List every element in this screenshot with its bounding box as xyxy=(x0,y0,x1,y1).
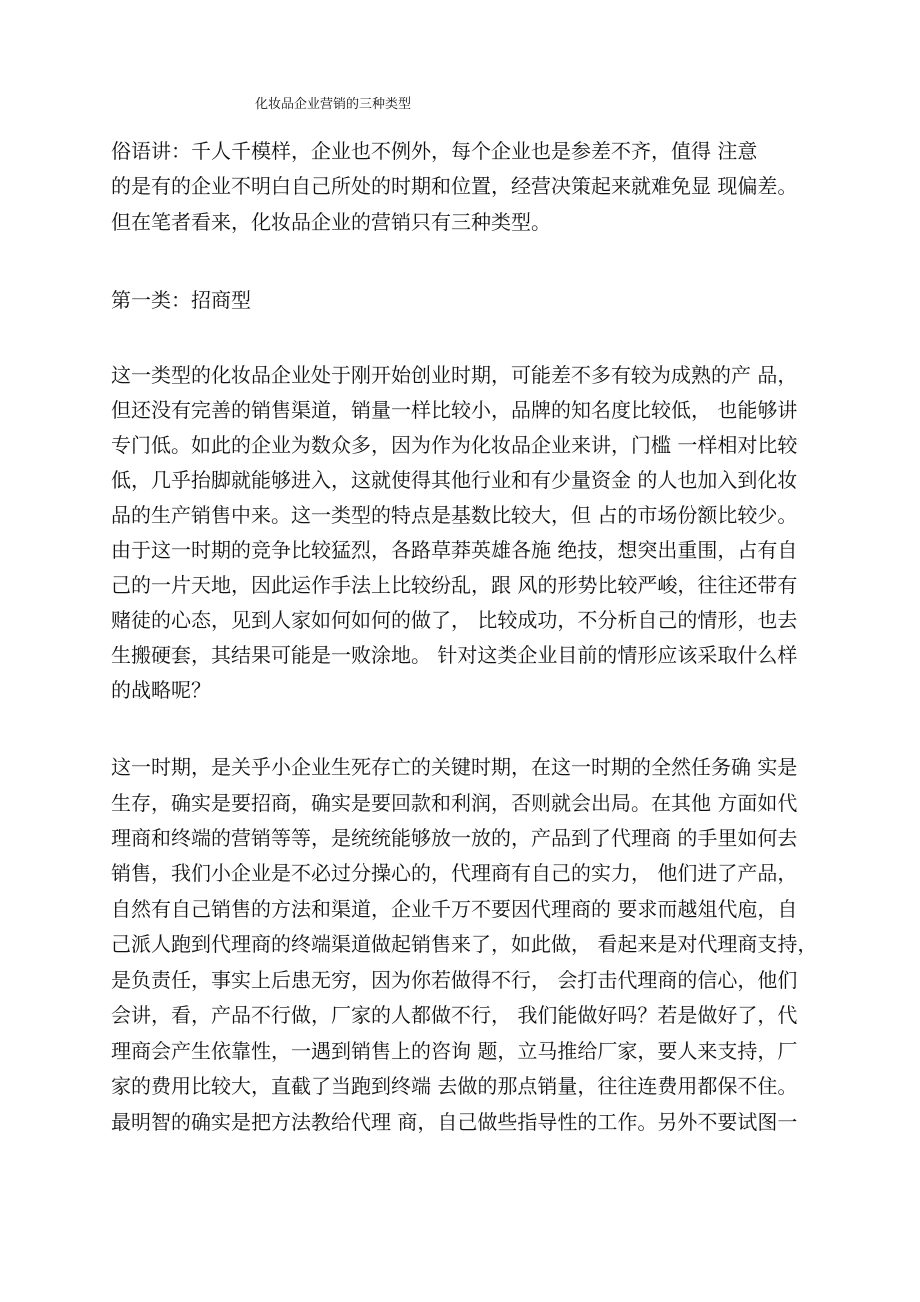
paragraph-line: 自然有自己销售的方法和渠道，企业千万不要因代理商的 要求而越俎代庖，自 xyxy=(111,897,798,921)
paragraph-line: 理商会产生依靠性，一遇到销售上的咨询 题，立马推给厂家，要人来支持，厂 xyxy=(111,1039,798,1063)
paragraph-line: 这一类型的化妆品企业处于刚开始创业时期，可能差不多有较为成熟的产 品， xyxy=(111,363,798,387)
paragraph-line: 生搬硬套，其结果可能是一败涂地。 针对这类企业目前的情形应该采取什么样 xyxy=(111,643,798,667)
paragraph-line: 这一时期，是关乎小企业生死存亡的关键时期，在这一时期的全然任务确 实是 xyxy=(111,755,798,779)
intro-line: 俗语讲：千人千模样，企业也不例外，每个企业也是参差不齐，值得 注意 xyxy=(111,139,758,163)
paragraph-line: 理商和终端的营销等等，是统统能够放一放的，产品到了代理商 的手里如何去 xyxy=(111,826,798,850)
paragraph-line: 是负责任，事实上后患无穷，因为你若做得不行， 会打击代理商的信心，他们 xyxy=(111,968,798,992)
paragraph-line: 低，几乎抬脚就能够进入，这就使得其他行业和有少量资金 的人也加入到化妆 xyxy=(111,468,798,492)
paragraph-line: 专门低。如此的企业为数众多，因为作为化妆品企业来讲，门槛 一样相对比较 xyxy=(111,433,798,457)
paragraph-line: 销售，我们小企业是不必过分操心的，代理商有自己的实力， 他们进了产品， xyxy=(111,861,798,885)
paragraph-line: 己派人跑到代理商的终端渠道做起销售来了，如此做， 看起来是对代理商支持， xyxy=(111,932,818,956)
paragraph-line: 品的生产销售中来。这一类型的特点是基数比较大，但 占的市场份额比较少。 xyxy=(111,503,798,527)
paragraph-line: 最明智的确实是把方法教给代理 商，自己做些指导性的工作。另外不要试图一 xyxy=(111,1110,798,1134)
paragraph-line: 但还没有完善的销售渠道，销量一样比较小，品牌的知名度比较低， 也能够讲 xyxy=(111,398,798,422)
intro-line: 但在笔者看来，化妆品企业的营销只有三种类型。 xyxy=(111,210,551,234)
paragraph-line: 家的费用比较大，直截了当跑到终端 去做的那点销量，往往连费用都保不住。 xyxy=(111,1074,798,1098)
paragraph-line: 生存，确实是要招商，确实是要回款和利润，否则就会出局。在其他 方面如代 xyxy=(111,791,798,815)
paragraph-line: 的战略呢？ xyxy=(111,678,211,702)
paragraph-line: 由于这一时期的竞争比较猛烈，各路草莽英雄各施 绝技，想突出重围，占有自 xyxy=(111,538,798,562)
intro-line: 的是有的企业不明白自己所处的时期和位置，经营决策起来就难免显 现偏差。 xyxy=(111,174,798,198)
document-title: 化妆品企业营销的三种类型 xyxy=(255,97,412,112)
paragraph-line: 赌徒的心态，见到人家如何如何的做了， 比较成功，不分析自己的情形，也去 xyxy=(111,608,798,632)
section-heading: 第一类：招商型 xyxy=(111,288,251,312)
paragraph-line: 己的一片天地，因此运作手法上比较纷乱，跟 风的形势比较严峻，往往还带有 xyxy=(111,573,798,597)
paragraph-line: 会讲，看，产品不行做，厂家的人都做不行， 我们能做好吗？若是做好了，代 xyxy=(111,1003,798,1027)
